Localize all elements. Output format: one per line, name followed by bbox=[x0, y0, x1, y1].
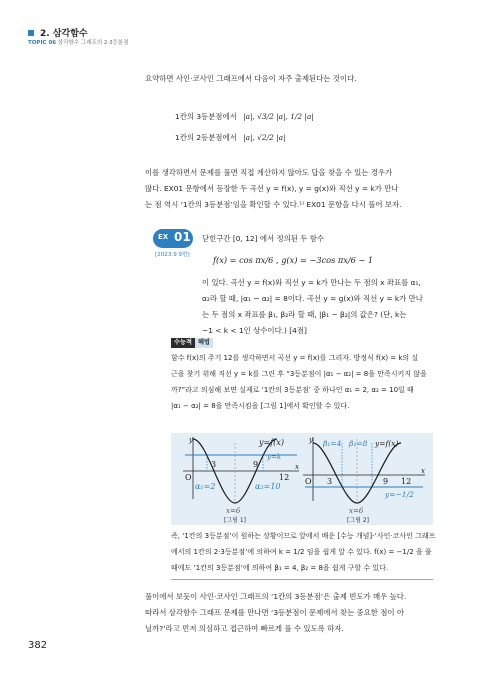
example-body-4: −1 < k < 1인 상수이다.) [4점] bbox=[202, 326, 307, 335]
solution-tag-2: 해법 bbox=[195, 338, 213, 348]
chapter-marker bbox=[28, 30, 34, 36]
graph-1-origin: O bbox=[185, 473, 192, 482]
topic-title: 삼각함수 그래프의 2·3등분점 bbox=[57, 40, 129, 46]
solution-body-3: 까?”라고 의심해 보면 실제로 ‘1칸의 3등분점’ 중 하나인 α₁ = 2, α₂ = 10일 때 bbox=[171, 386, 414, 394]
graph-1-y-label: y bbox=[189, 436, 193, 444]
graph-2-origin: O bbox=[305, 477, 312, 486]
example-number: 01 bbox=[174, 230, 191, 244]
formula-1-label: 1칸의 3등분점에서 bbox=[175, 112, 237, 121]
graph-2-y-label: y bbox=[309, 436, 313, 444]
graph-1-tick-12: 12 bbox=[279, 473, 290, 482]
solution-body-4: |α₁ − α₂| = 8을 만족시킴을 [그림 1]에서 확인할 수 있다. bbox=[171, 402, 350, 410]
example-functions: f(x) = cos πx/6 , g(x) = −3cos πx/6 − 1 bbox=[213, 255, 374, 265]
graph-1-tick-9: 9 bbox=[253, 460, 259, 469]
intro-text: 요약하면 사인·코사인 그래프에서 다음이 자주 출제된다는 것이다. bbox=[145, 74, 357, 83]
chapter-title: 2. 삼각함수 bbox=[40, 29, 88, 39]
graph-2 bbox=[303, 436, 425, 524]
formula-line-2 bbox=[175, 131, 286, 144]
graph-2-tick-9: 9 bbox=[383, 477, 389, 486]
formula-1-values: |a|, √3/2 |a|, 1/2 |a| bbox=[243, 112, 314, 121]
graph-2-beta2: β₂=8 bbox=[349, 439, 368, 448]
formula-2-values: |a|, √2/2 |a| bbox=[243, 133, 286, 142]
graph-2-fx-label: y=f(x) bbox=[375, 439, 399, 448]
page-number: 382 bbox=[28, 640, 48, 651]
para2-line-1: 이를 생각하면서 문제를 풀면 직접 계산하지 않아도 답을 찾을 수 있는 경우가 bbox=[145, 168, 393, 177]
graph-1-alpha2: α₂=10 bbox=[255, 482, 281, 491]
solution-after-1: 즉, ‘1칸의 3등분점’이 원하는 상황이므로 앞에서 배운 [수능 개념]-‘사인·코사인 그래프 bbox=[171, 532, 436, 540]
graph-1-yk-label: y=k bbox=[267, 453, 282, 461]
graph-1-alpha1: α₁=2 bbox=[195, 482, 216, 491]
solution-after-2: 에서의 1칸의 2·3등분점’에 의하여 k = 1/2 임을 쉽게 알 수 있다. f(x) = −1/2 을 풀 bbox=[171, 548, 432, 556]
para2-line-2: 많다. EX01 문항에서 등장한 두 곡선 y = f(x), y = g(x)와 직선 y = k가 만나 bbox=[145, 184, 399, 193]
graph-1-caption: [그림 1] bbox=[224, 517, 246, 524]
graph-2-caption: [그림 2] bbox=[347, 517, 369, 524]
graph-1-tick-3: 3 bbox=[211, 460, 217, 469]
example-stem: 닫힌구간 [0, 12] 에서 정의된 두 함수 bbox=[202, 234, 324, 243]
graph-1-x6-label: x=6 bbox=[226, 507, 241, 515]
graph-2-x6-label: x=6 bbox=[349, 507, 364, 515]
example-label: EX bbox=[158, 233, 169, 241]
solution-divider bbox=[171, 579, 433, 580]
topic-code: TOPIC 06 bbox=[28, 40, 57, 46]
graph-2-tick-12: 12 bbox=[401, 477, 412, 486]
example-body-3: 는 두 점의 x 좌표를 β₁, β₂라 할 때, |β₁ − β₂|의 값은? (단, k는 bbox=[202, 310, 407, 319]
formula-line-1 bbox=[175, 110, 314, 123]
solution-body-2: 근을 찾기 위해 직선 y = k를 그린 후 “3등분점이 |α₁ − α₂| = 8을 만족시키지 않을 bbox=[171, 370, 427, 378]
graph-2-tick-3: 3 bbox=[327, 477, 333, 486]
solution-tag bbox=[171, 338, 213, 348]
graph-2-beta1: β₁=4 bbox=[323, 439, 342, 448]
graphs-svg bbox=[171, 433, 433, 525]
graph-1 bbox=[183, 436, 299, 524]
graph-1-fx-label: y=f(x) bbox=[259, 438, 284, 447]
graph-2-ym-label: y=−1/2 bbox=[385, 490, 414, 499]
solution-after-3: 때에도 ‘1칸의 3등분점’에 의하여 β₁ = 4, β₂ = 8을 쉽게 구할 수 있다. bbox=[171, 564, 389, 572]
example-body-2: α₂라 할 때, |α₁ − α₂| = 8이다. 곡선 y = g(x)와 직선 y = k가 만나 bbox=[202, 294, 423, 303]
conclusion-line-1: 풀이에서 보듯이 사인·코사인 그래프의 ‘1칸의 3등분점’은 출제 빈도가 매우 높다. bbox=[145, 592, 407, 601]
topic-line bbox=[28, 38, 129, 46]
formula-2-label: 1칸의 2등분점에서 bbox=[175, 133, 237, 142]
example-source: [2023.9 9번] bbox=[155, 252, 190, 258]
conclusion-line-2: 따라서 삼각함수 그래프 문제를 만나면 ‘3등분점이 문제에서 찾는 중요한 점이 아 bbox=[145, 608, 405, 617]
solution-body-1: 함수 f(x)의 주기 12를 생각하면서 곡선 y = f(x)를 그리자. 방정식 f(x) = k의 실 bbox=[171, 354, 419, 362]
graph-1-x-label: x bbox=[295, 463, 299, 471]
para2-line-3: 는 점 역시 ‘1칸의 3등분점’임을 확인할 수 있다.¹⁾ EX01 문항을 다시 풀어 보자. bbox=[145, 200, 402, 209]
solution-tag-1: 수능적 bbox=[171, 338, 195, 348]
conclusion-line-3: 닐까?’라고 먼저 의심하고 접근하여 빠르게 풀 수 있도록 하자. bbox=[145, 624, 344, 633]
graph-2-x-label: x bbox=[421, 467, 425, 475]
example-body-1: 이 있다. 곡선 y = f(x)와 직선 y = k가 만나는 두 점의 x 좌표를 α₁, bbox=[202, 278, 421, 287]
